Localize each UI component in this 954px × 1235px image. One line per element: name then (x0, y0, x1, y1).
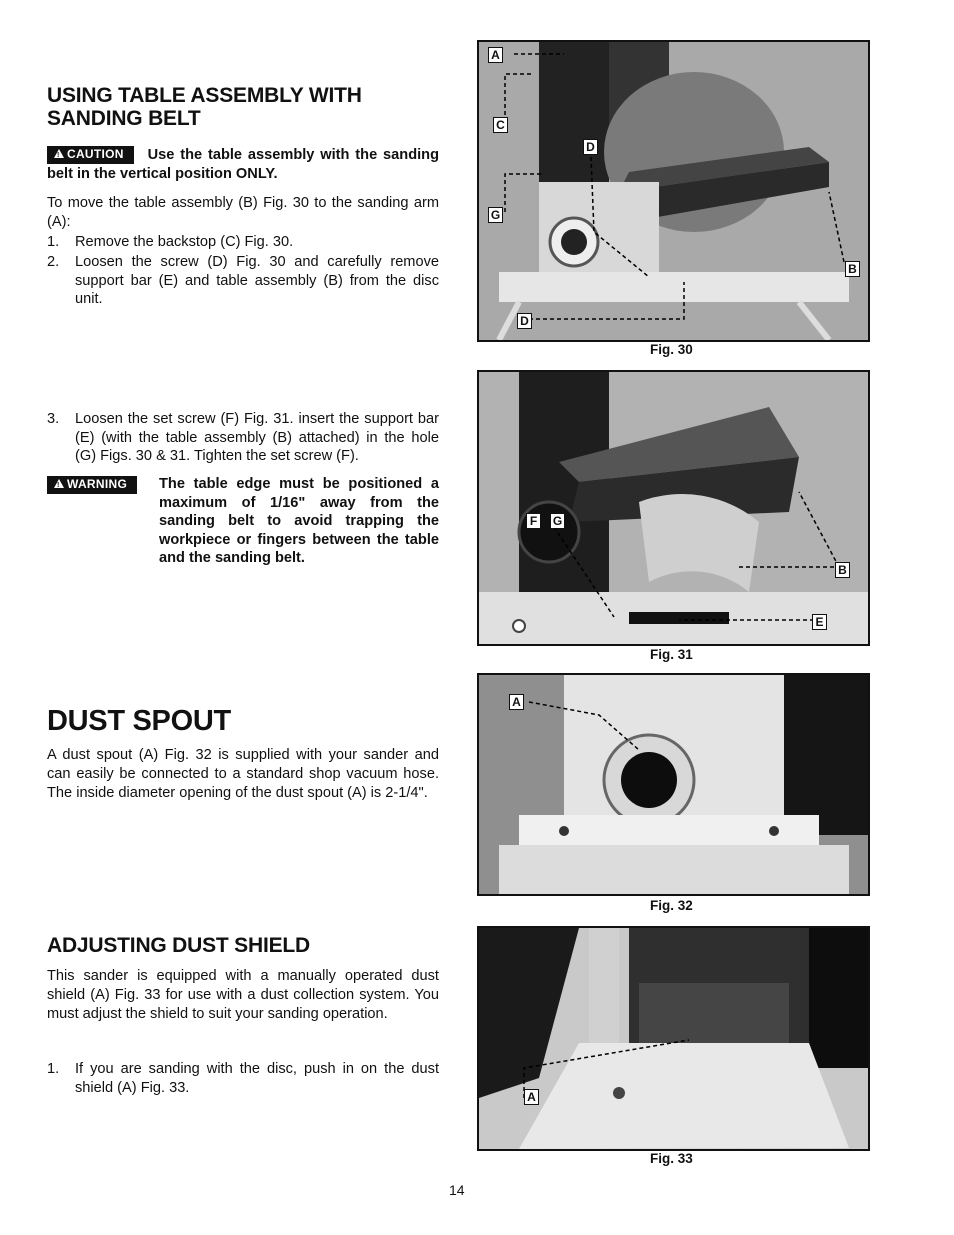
support-bar-illustration (479, 372, 868, 644)
fig32-label-a: A (509, 694, 524, 710)
fig30-label-d-top: D (583, 139, 598, 155)
fig33-caption: Fig. 33 (650, 1151, 693, 1166)
warning-triangle-icon (54, 149, 64, 158)
caution-paragraph (47, 146, 439, 184)
fig30-label-b: B (845, 261, 860, 277)
figure-30-photo (477, 40, 870, 342)
step-text: Loosen the screw (D) Fig. 30 and carefully remove support bar (E) and table assembly (B) from the disc unit. (75, 254, 439, 308)
warning-badge: !WARNING (47, 476, 137, 494)
fig31-label-b: B (835, 562, 850, 578)
dust-spout-text: A dust spout (A) Fig. 32 is supplied with your sander and can easily be connected to a standard shop vacuum hose. The inside diameter opening of the dust spout (A) is 2-1/4". (47, 747, 439, 801)
fig30-caption: Fig. 30 (650, 342, 693, 357)
fig30-label-c: C (493, 117, 508, 133)
step-number: 2. (47, 254, 60, 270)
caution-text: Use the table assembly with the sanding belt in the vertical position ONLY. (47, 147, 439, 182)
table-intro: To move the table assembly (B) Fig. 30 to the sanding arm (A): (47, 195, 439, 230)
fig30-label-d-bottom: D (517, 313, 532, 329)
fig33-label-a: A (524, 1089, 539, 1105)
step-number: 1. (47, 1061, 60, 1077)
dust-shield-heading: ADJUSTING DUST SHIELD (47, 934, 310, 957)
step-text: Loosen the set screw (F) Fig. 31. insert the support bar (E) (with the table assembly (B) attached) in the hole (G) Figs. 30 & 31. Tighten the set screw (F). (75, 411, 439, 465)
figure-32-photo (477, 673, 870, 896)
list-item (47, 253, 439, 309)
step-number: 1. (47, 234, 60, 250)
fig30-label-g: G (488, 207, 503, 223)
step-number: 3. (47, 411, 60, 427)
fig30-label-a: A (488, 47, 503, 63)
sander-table-illustration (479, 42, 868, 340)
list-item (47, 410, 439, 466)
warning-text: The table edge must be positioned a maximum of 1/16" away from the sanding belt to avoid trapping the workpiece or fingers between the table and the sanding belt. (159, 476, 439, 567)
fig31-label-g: G (550, 513, 565, 529)
list-item (47, 1060, 439, 1097)
figure-33-photo (477, 926, 870, 1151)
dust-spout-heading: DUST SPOUT (47, 705, 231, 737)
figure-31-photo (477, 370, 870, 646)
step-text: Remove the backstop (C) Fig. 30. (75, 234, 294, 250)
step-text: If you are sanding with the disc, push in on the dust shield (A) Fig. 33. (75, 1061, 439, 1096)
warning-triangle-icon (54, 479, 64, 488)
dust-spout-illustration (479, 675, 868, 894)
list-item (47, 233, 439, 252)
dust-shield-text: This sander is equipped with a manually operated dust shield (A) Fig. 33 for use with a dust collection system. You must adjust the shield to suit your sanding operation. (47, 968, 439, 1022)
caution-badge: !CAUTION (47, 146, 134, 164)
dust-shield-illustration (479, 928, 868, 1149)
fig31-caption: Fig. 31 (650, 647, 693, 662)
table-assembly-heading: USING TABLE ASSEMBLY WITH SANDING BELT (47, 84, 362, 130)
fig31-label-f: F (526, 513, 541, 529)
fig32-caption: Fig. 32 (650, 898, 693, 913)
fig31-label-e: E (812, 614, 827, 630)
page-number: 14 (449, 1182, 465, 1198)
